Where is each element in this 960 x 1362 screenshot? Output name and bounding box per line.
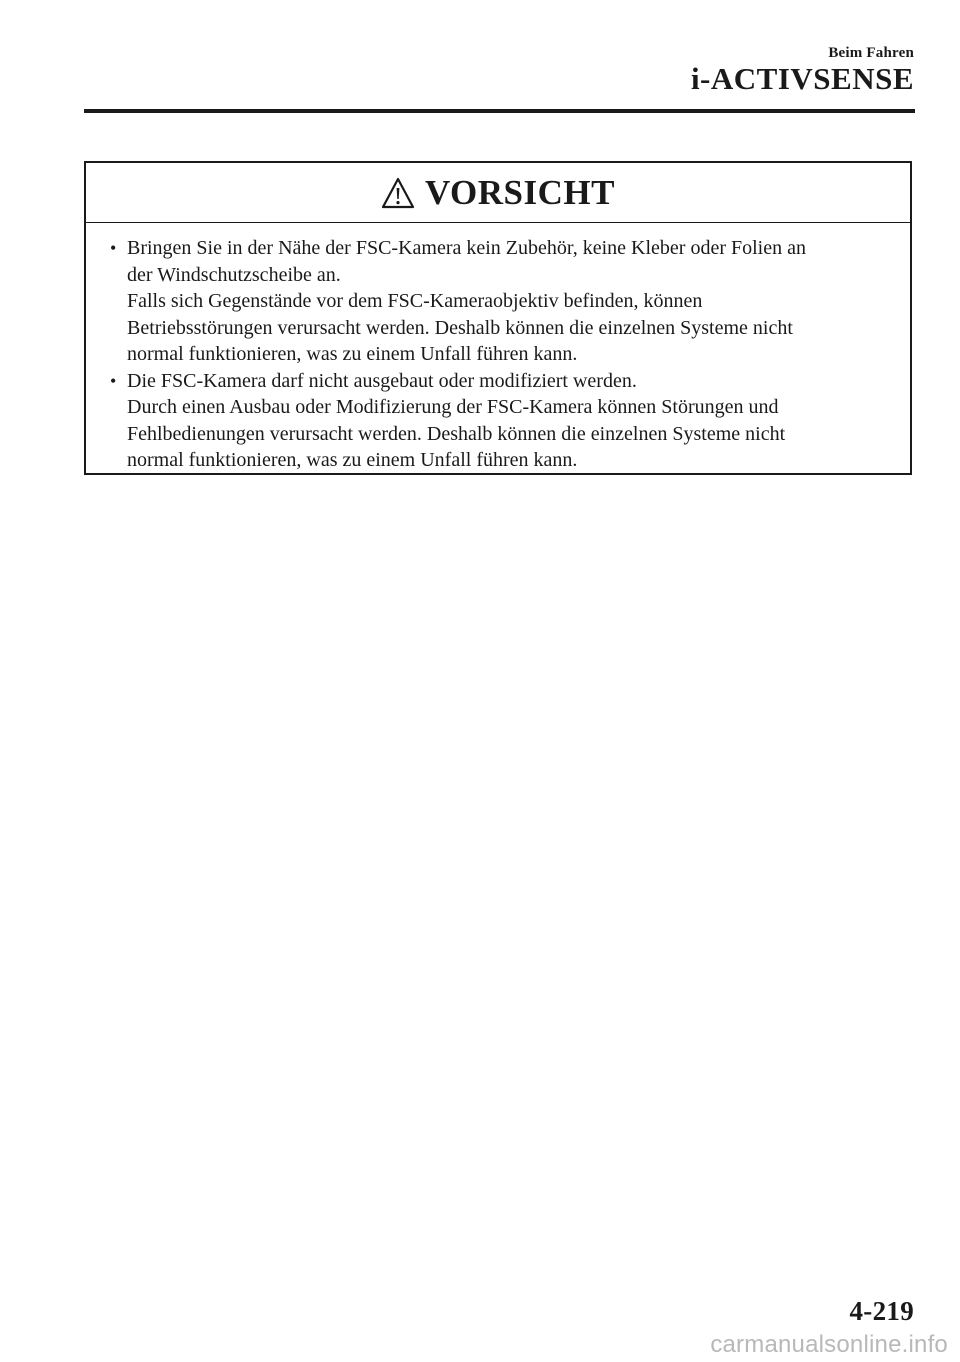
caution-text-line: Die FSC-Kamera darf nicht ausgebaut oder modifiziert werden. xyxy=(127,369,637,392)
section-title: Beim Fahren xyxy=(828,45,914,61)
bullet: • xyxy=(110,370,117,391)
watermark: carmanualsonline.info xyxy=(710,1331,948,1358)
caution-text-line: normal funktionieren, was zu einem Unfall führen kann. xyxy=(127,343,578,365)
caution-box xyxy=(84,161,912,475)
caution-text-line: Bringen Sie in der Nähe der FSC-Kamera kein Zubehör, keine Kleber oder Folien an xyxy=(127,237,806,259)
caution-text-line: Betriebsstörungen verursacht werden. Deshalb können die einzelnen Systeme nicht xyxy=(127,316,793,339)
caution-text-line: normal funktionieren, was zu einem Unfall führen kann. xyxy=(127,449,578,471)
header-divider xyxy=(84,109,915,113)
caution-text-line: Fehlbedienungen verursacht werden. Deshalb können die einzelnen Systeme nicht xyxy=(127,422,786,445)
caution-heading xyxy=(86,163,910,223)
bullet: • xyxy=(110,238,117,258)
caution-text-line: der Windschutzscheibe an. xyxy=(127,263,341,286)
warning-triangle-icon xyxy=(381,177,415,209)
page-header xyxy=(691,44,914,96)
caution-item-accessories xyxy=(110,235,890,368)
chapter-title: i-ACTIVSENSE xyxy=(690,61,914,96)
caution-text-line: Durch einen Ausbau oder Modifizierung der FSC-Kamera können Störungen und xyxy=(127,396,779,418)
caution-list xyxy=(86,223,910,474)
caution-item-removal xyxy=(110,368,890,474)
page-number: 4-219 xyxy=(849,1296,914,1326)
caution-title: VORSICHT xyxy=(424,172,615,212)
caution-text-line: Falls sich Gegenstände vor dem FSC-Kameraobjektiv befinden, können xyxy=(127,290,703,312)
